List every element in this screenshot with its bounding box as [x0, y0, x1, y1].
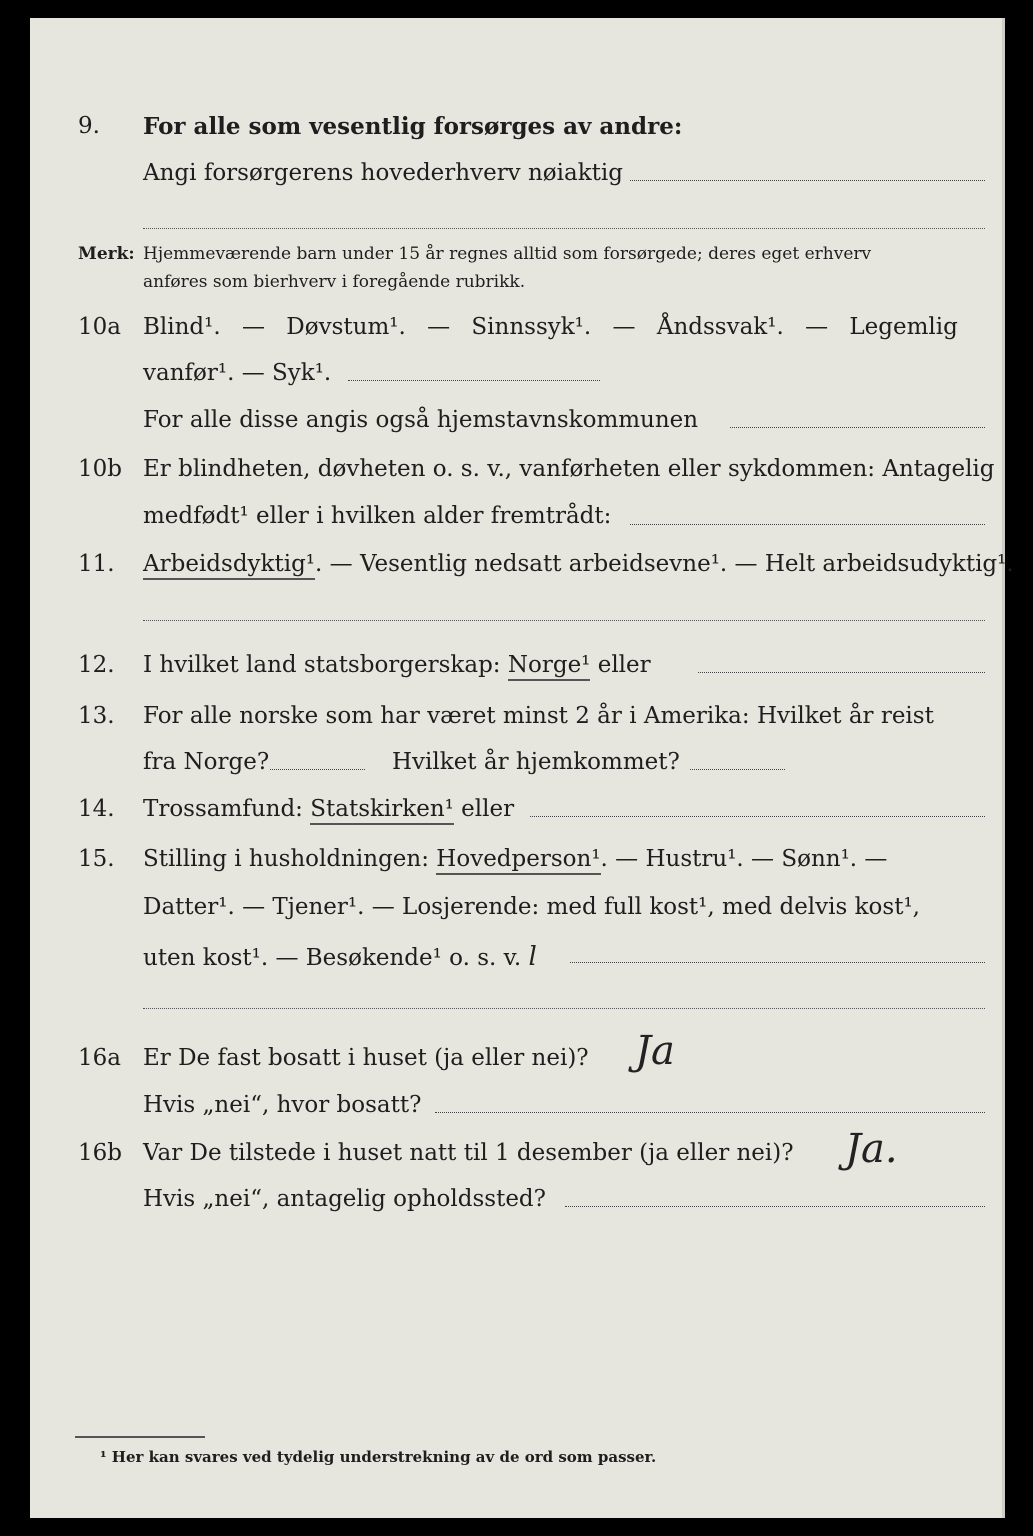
q14-number: 14.: [78, 796, 115, 822]
q14-underlined-answer: Statskirken¹: [310, 796, 454, 825]
q16a-bosatt-line: [435, 1112, 985, 1113]
q12-rest: eller: [590, 652, 651, 678]
footnote: ¹ Her kan svares ved tydelig understrekning av de ord som passer.: [100, 1448, 657, 1466]
q9-heading: For alle som vesentlig forsørges av andre:: [143, 113, 683, 140]
q15-rest: . — Hustru¹. — Sønn¹. —: [600, 846, 888, 872]
q16a-handwritten-answer: Ja: [635, 1028, 675, 1074]
q9-answer-line: [630, 180, 985, 181]
q15-line-3-text: uten kost¹. — Besøkende¹ o. s. v.: [143, 945, 522, 971]
q9-number: 9.: [78, 113, 100, 139]
q16b-number: 16b: [78, 1140, 122, 1166]
q12-answer-line: [698, 672, 985, 673]
q10a-syk-line: [348, 380, 600, 381]
q15-handwritten-mark: l: [528, 942, 537, 972]
q10b-line-2: medfødt¹ eller i hvilken alder fremtrådt:: [143, 503, 612, 529]
q13-number: 13.: [78, 703, 115, 729]
q15-line-1: [143, 846, 887, 872]
q11-rule: [143, 620, 985, 621]
q16b-handwritten-answer: Ja.: [845, 1126, 898, 1172]
q15-number: 15.: [78, 846, 115, 872]
q11-underlined-answer: Arbeidsdyktig¹: [143, 551, 315, 580]
merk-line-1: Hjemmeværende barn under 15 år regnes alltid som forsørgede; deres eget erhverv: [143, 244, 872, 264]
q10b-line-1: Er blindheten, døvheten o. s. v., vanførheten eller sykdommen: Antagelig: [143, 456, 995, 482]
q10b-answer-line: [630, 524, 985, 525]
merk-label: Merk:: [78, 244, 135, 264]
footnote-rule: [75, 1436, 205, 1438]
q14-line: [143, 796, 514, 822]
q12-line: [143, 652, 651, 678]
q15-underlined-answer: Hovedperson¹: [436, 846, 600, 875]
q15-answer-line: [570, 962, 985, 963]
q15-line-3: [143, 942, 537, 972]
q15-line-2: Datter¹. — Tjener¹. — Losjerende: med full kost¹, med delvis kost¹,: [143, 894, 920, 920]
q11-line: [143, 551, 1014, 577]
merk-line-2: anføres som bierhverv i foregående rubrikk.: [143, 272, 526, 292]
census-form-page: [30, 18, 1014, 1518]
q16b-line-1: Var De tilstede i huset natt til 1 desember (ja eller nei)?: [143, 1140, 794, 1166]
q10a-line-1: Blind¹. — Døvstum¹. — Sinnssyk¹. — Åndssvak¹. — Legemlig: [143, 314, 958, 340]
q16a-line-1: Er De fast bosatt i huset (ja eller nei)?: [143, 1045, 589, 1071]
q16b-oppholdssted-line: [565, 1206, 985, 1207]
q15-rule: [143, 1008, 985, 1009]
q10a-kommune-line: [730, 427, 985, 428]
q10a-line-3: For alle disse angis også hjemstavnskommunen: [143, 407, 699, 433]
q11-rest: . — Vesentlig nedsatt arbeidsevne¹. — Helt arbeidsudyktig¹.: [315, 551, 1014, 577]
q15-text: Stilling i husholdningen:: [143, 846, 437, 872]
q14-text: Trossamfund:: [143, 796, 311, 822]
q13-reist-line: [270, 769, 365, 770]
q16b-line-2: Hvis „nei“, antagelig opholdssted?: [143, 1186, 546, 1212]
q12-number: 12.: [78, 652, 115, 678]
q12-underlined-answer: Norge¹: [508, 652, 591, 681]
q14-answer-line: [530, 816, 985, 817]
q13-line-2b: Hvilket år hjemkommet?: [392, 749, 680, 775]
q16a-line-2: Hvis „nei“, hvor bosatt?: [143, 1092, 422, 1118]
q9-text: Angi forsørgerens hovederhverv nøiaktig: [143, 160, 623, 186]
q16a-number: 16a: [78, 1045, 121, 1071]
q13-line-2a: fra Norge?: [143, 749, 270, 775]
q11-number: 11.: [78, 551, 115, 577]
q10a-number: 10a: [78, 314, 121, 340]
q14-rest: eller: [453, 796, 515, 822]
q10a-line-2: vanfør¹. — Syk¹.: [143, 360, 332, 386]
q13-hjemkommet-line: [690, 769, 785, 770]
q9-rule: [143, 228, 985, 229]
q12-text: I hvilket land statsborgerskap:: [143, 652, 508, 678]
q13-line-1: For alle norske som har været minst 2 år i Amerika: Hvilket år reist: [143, 703, 934, 729]
q10b-number: 10b: [78, 456, 122, 482]
